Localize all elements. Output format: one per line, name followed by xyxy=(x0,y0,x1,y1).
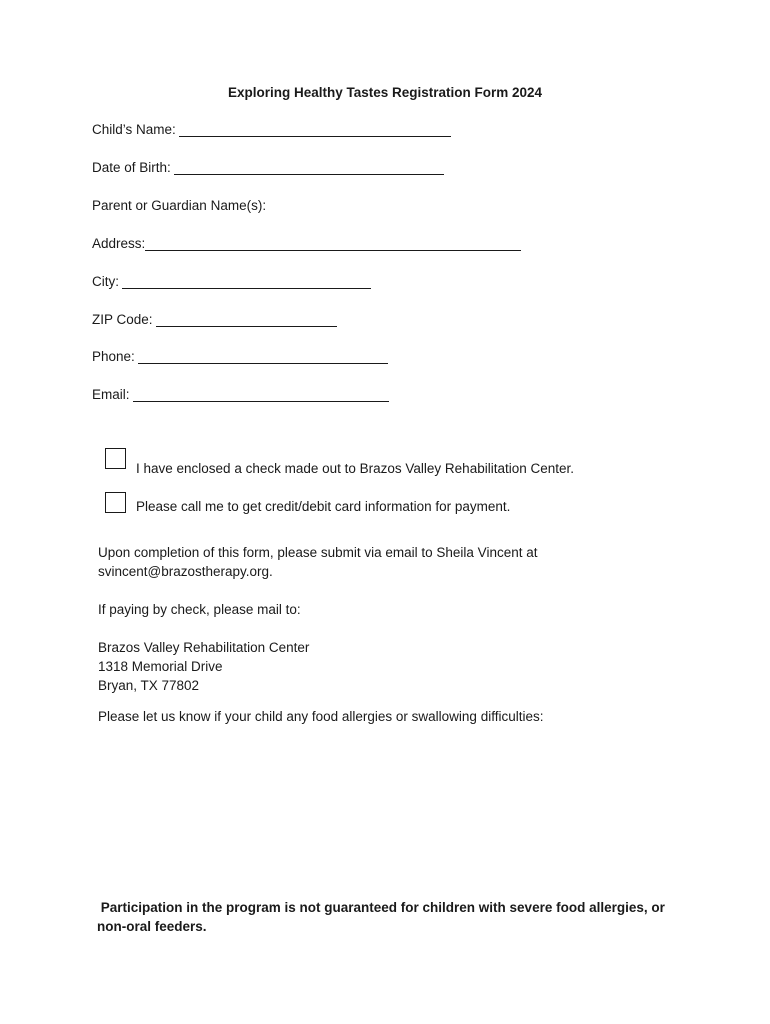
address-label: Address: xyxy=(92,236,146,251)
participation-disclaimer xyxy=(97,898,665,936)
form-title: Exploring Healthy Tastes Registration Form 2024 xyxy=(227,85,543,100)
city-field[interactable] xyxy=(92,274,371,290)
mail-city-state-zip: Bryan, TX 77802 xyxy=(98,678,200,693)
disclaimer-line-2: non-oral feeders. xyxy=(97,919,207,934)
dob-field[interactable] xyxy=(92,160,444,176)
allergy-prompt: Please let us know if your child any food allergies or swallowing difficulties: xyxy=(98,709,544,724)
child-name-label: Child’s Name: xyxy=(92,122,176,137)
submit-line-1: Upon completion of this form, please submit via email to Sheila Vincent at xyxy=(98,545,538,560)
submit-instructions xyxy=(98,543,537,581)
disclaimer-line-1: Participation in the program is not guaranteed for children with severe food allergies, or xyxy=(97,900,665,915)
address-blank[interactable] xyxy=(145,236,521,251)
zip-label: ZIP Code: xyxy=(92,312,153,327)
guardian-field xyxy=(92,198,266,214)
mail-org: Brazos Valley Rehabilitation Center xyxy=(98,640,310,655)
child-name-field[interactable] xyxy=(92,122,451,138)
phone-label: Phone: xyxy=(92,349,135,364)
guardian-label: Parent or Guardian Name(s): xyxy=(92,198,267,213)
email-field[interactable] xyxy=(92,387,389,403)
submit-email-link[interactable]: svincent@brazostherapy.org. xyxy=(98,564,273,579)
mailing-address xyxy=(98,638,309,695)
dob-blank[interactable] xyxy=(174,160,444,175)
city-blank[interactable] xyxy=(122,274,371,289)
dob-label: Date of Birth: xyxy=(92,160,171,175)
check-enclosed-label: I have enclosed a check made out to Brazos Valley Rehabilitation Center. xyxy=(136,461,575,476)
mail-intro: If paying by check, please mail to: xyxy=(98,602,301,617)
child-name-blank[interactable] xyxy=(179,122,451,137)
phone-blank[interactable] xyxy=(138,349,388,364)
check-enclosed-checkbox[interactable] xyxy=(105,448,126,469)
city-label: City: xyxy=(92,274,119,289)
email-label: Email: xyxy=(92,387,130,402)
call-me-label: Please call me to get credit/debit card information for payment. xyxy=(136,499,511,514)
phone-field[interactable] xyxy=(92,349,388,365)
call-me-checkbox[interactable] xyxy=(105,492,126,513)
address-field[interactable] xyxy=(92,236,521,252)
zip-field[interactable] xyxy=(92,312,337,328)
mail-street: 1318 Memorial Drive xyxy=(98,659,223,674)
email-blank[interactable] xyxy=(133,387,389,402)
zip-blank[interactable] xyxy=(156,312,337,327)
